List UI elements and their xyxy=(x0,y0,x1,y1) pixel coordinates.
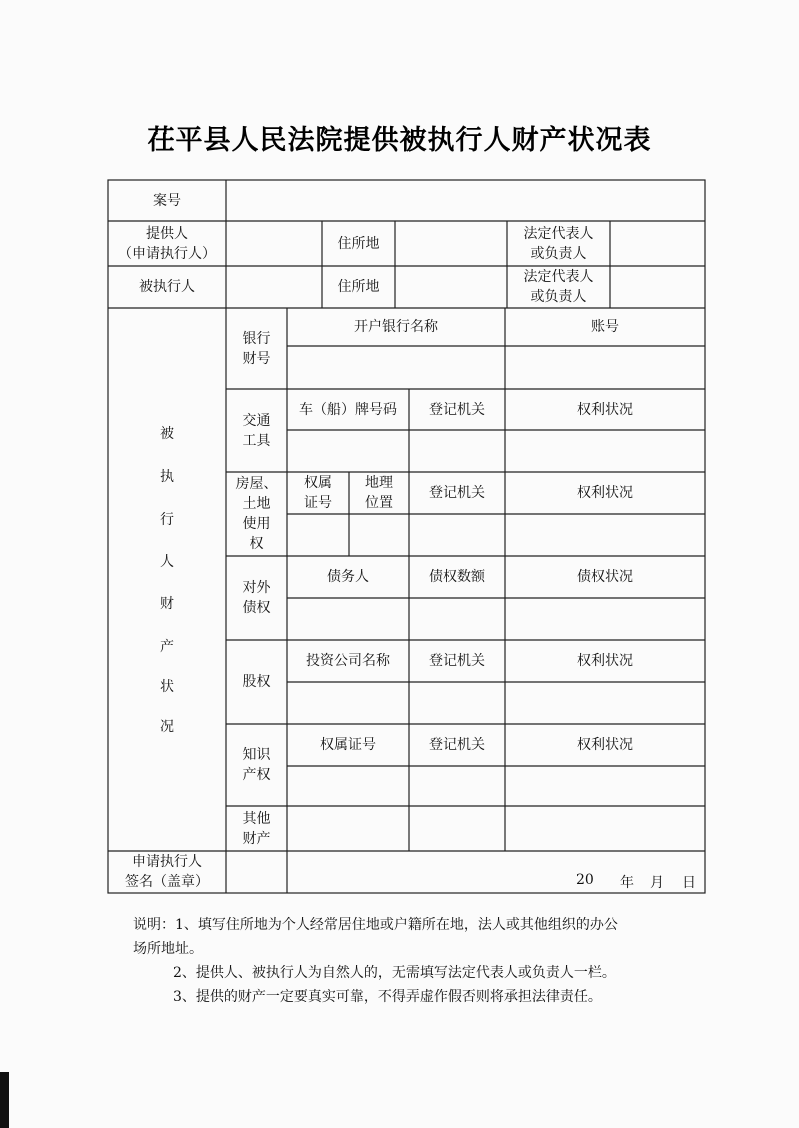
executee-legal-rep-line2: 或负责人 xyxy=(530,289,587,305)
realestate-rights-header: 权利状况 xyxy=(577,485,633,501)
form-title: 茌平县人民法院提供被执行人财产状况表 xyxy=(147,125,652,156)
notes-section xyxy=(133,913,713,1009)
date-year: 年 xyxy=(620,875,634,891)
note-2: 2、提供人、被执行人为自然人的，无需填写法定代表人或负责人一栏。 xyxy=(173,965,616,981)
realestate-category-label xyxy=(226,472,287,556)
provider-residence-label: 住所地 xyxy=(337,235,380,252)
realestate-label-line4: 权 xyxy=(249,536,264,552)
equity-registry-header: 登记机关 xyxy=(429,653,485,669)
vehicle-category-label xyxy=(226,389,287,472)
bank-name-header: 开户银行名称 xyxy=(354,319,438,335)
other-field-1[interactable] xyxy=(287,806,409,851)
vehicle-registry-field[interactable] xyxy=(409,430,505,472)
realestate-label-line1: 房屋、 xyxy=(235,476,278,492)
provider-residence-field[interactable] xyxy=(395,221,507,266)
claims-category-label xyxy=(226,556,287,640)
property-status-char-6: 产 xyxy=(160,639,174,655)
provider-label-line2: （申请执行人） xyxy=(118,245,216,262)
signature-label-line1: 申请执行人 xyxy=(132,854,202,870)
claims-debtor-field[interactable] xyxy=(287,598,409,640)
other-field-2[interactable] xyxy=(409,806,505,851)
ip-cert-field[interactable] xyxy=(287,766,409,806)
realestate-registry-header: 登记机关 xyxy=(429,485,485,501)
vehicle-plate-field[interactable] xyxy=(287,430,409,472)
claims-label-line1: 对外 xyxy=(242,580,271,596)
realestate-cert-line2: 证号 xyxy=(304,495,332,511)
realestate-label-line3: 使用 xyxy=(242,516,271,532)
note-1-line-2: 场所地址。 xyxy=(133,941,203,957)
vehicle-registry-header: 登记机关 xyxy=(429,401,485,418)
case-number-field[interactable] xyxy=(226,180,705,221)
provider-legal-rep-label xyxy=(507,221,610,266)
realestate-location-line2: 位置 xyxy=(365,495,393,511)
equity-company-header: 投资公司名称 xyxy=(306,653,390,669)
property-status-char-3: 行 xyxy=(160,512,174,528)
realestate-location-line1: 地理 xyxy=(365,475,393,491)
claims-label-line2: 债权 xyxy=(242,600,271,616)
executee-legal-rep-line1: 法定代表人 xyxy=(523,269,594,285)
bank-account-field[interactable] xyxy=(505,346,705,389)
provider-label xyxy=(108,221,226,266)
note-1-line-1: 说明：1、填写住所地为个人经常居住地或户籍所在地，法人或其他组织的办公 xyxy=(133,917,618,933)
executee-residence-label: 住所地 xyxy=(337,279,380,295)
property-status-char-4: 人 xyxy=(160,554,174,570)
claims-amount-header: 债权数额 xyxy=(429,569,485,585)
claims-status-header: 债权状况 xyxy=(577,569,633,585)
vehicle-label-line1: 交通 xyxy=(242,412,271,429)
realestate-cert-field[interactable] xyxy=(287,514,349,556)
equity-category-label: 股权 xyxy=(242,674,271,690)
claims-amount-field[interactable] xyxy=(409,598,505,640)
bank-label-line2: 财号 xyxy=(242,350,271,367)
property-status-char-8: 况 xyxy=(160,719,174,735)
vehicle-label-line2: 工具 xyxy=(242,432,271,449)
other-label-line1: 其他 xyxy=(242,810,271,827)
provider-legal-rep-line2: 或负责人 xyxy=(530,245,587,262)
scan-edge-mark xyxy=(0,1072,9,1128)
property-status-char-5: 财 xyxy=(160,596,174,612)
ip-rights-field[interactable] xyxy=(505,766,705,806)
other-field-3[interactable] xyxy=(505,806,705,851)
bank-account-header: 账号 xyxy=(591,319,619,335)
equity-company-field[interactable] xyxy=(287,682,409,724)
case-number-label: 案号 xyxy=(153,192,181,209)
provider-label-line1: 提供人 xyxy=(146,225,188,242)
realestate-label-line2: 土地 xyxy=(242,496,271,512)
ip-cert-header: 权属证号 xyxy=(320,737,376,753)
ip-category-label xyxy=(226,724,287,806)
ip-label-line1: 知识 xyxy=(242,747,271,763)
bank-label-line1: 银行 xyxy=(242,330,271,347)
executee-residence-field[interactable] xyxy=(395,266,507,308)
claims-status-field[interactable] xyxy=(505,598,705,640)
other-label-line2: 财产 xyxy=(242,830,271,847)
bank-category-label xyxy=(226,308,287,389)
property-status-char-1: 被 xyxy=(160,426,174,442)
property-status-char-2: 执 xyxy=(160,469,174,485)
realestate-cert-line1: 权属 xyxy=(304,475,332,491)
equity-rights-header: 权利状况 xyxy=(577,653,633,669)
claims-debtor-header: 债务人 xyxy=(327,569,369,585)
provider-legal-rep-field[interactable] xyxy=(610,221,705,266)
date-day: 日 xyxy=(682,875,696,891)
executee-legal-rep-label xyxy=(507,266,610,308)
signature-label-line2: 签名（盖章） xyxy=(125,874,209,890)
provider-legal-rep-line1: 法定代表人 xyxy=(523,225,594,242)
realestate-registry-field[interactable] xyxy=(409,514,505,556)
ip-registry-field[interactable] xyxy=(409,766,505,806)
executee-label: 被执行人 xyxy=(139,279,195,295)
ip-rights-header: 权利状况 xyxy=(577,737,633,753)
realestate-location-header xyxy=(349,472,409,514)
provider-field[interactable] xyxy=(226,221,322,266)
bank-name-field[interactable] xyxy=(287,346,505,389)
note-3: 3、提供的财产一定要真实可靠，不得弄虚作假否则将承担法律责任。 xyxy=(173,989,602,1005)
ip-label-line2: 产权 xyxy=(242,767,271,783)
property-status-char-7: 状 xyxy=(160,679,174,695)
ip-registry-header: 登记机关 xyxy=(429,737,485,753)
vehicle-rights-field[interactable] xyxy=(505,430,705,472)
vehicle-plate-header: 车（船）牌号码 xyxy=(299,401,397,418)
date-year-prefix: 20 xyxy=(576,872,594,888)
executee-legal-rep-field[interactable] xyxy=(610,266,705,308)
realestate-location-field[interactable] xyxy=(349,514,409,556)
equity-registry-field[interactable] xyxy=(409,682,505,724)
other-category-label xyxy=(226,806,287,851)
equity-rights-field[interactable] xyxy=(505,682,705,724)
signature-label xyxy=(108,851,226,893)
vehicle-rights-header: 权利状况 xyxy=(577,401,633,418)
date-month: 月 xyxy=(650,875,664,891)
realestate-cert-header xyxy=(287,472,349,514)
executee-field[interactable] xyxy=(226,266,322,308)
realestate-rights-field[interactable] xyxy=(505,514,705,556)
